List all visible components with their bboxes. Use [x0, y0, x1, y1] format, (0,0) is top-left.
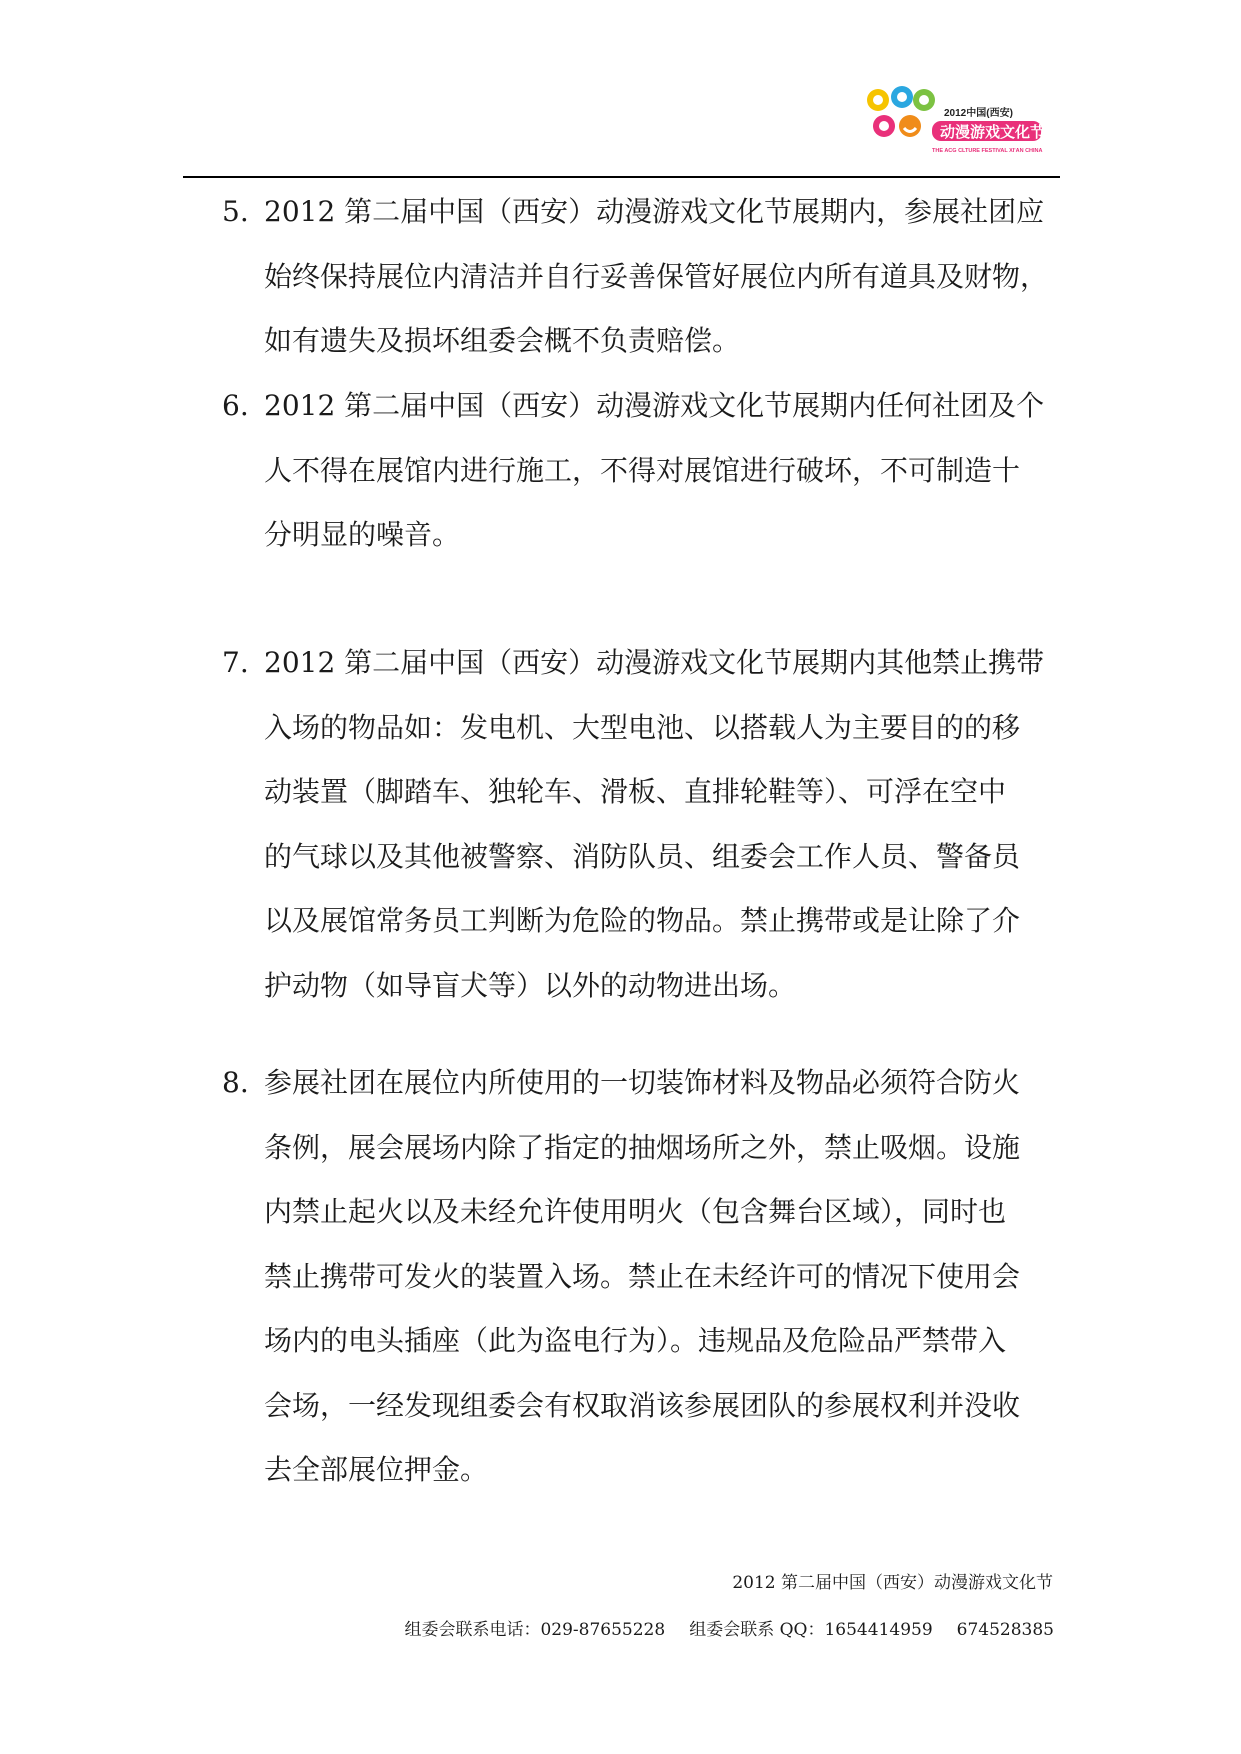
rule-line: 以及展馆常务员工判断为危险的物品。禁止携带或是让除了介 — [264, 904, 1021, 937]
logo-name-text: 动漫游戏文化节 — [940, 123, 1046, 141]
rule-line: 条例，展会展场内除了指定的抽烟场所之外，禁止吸烟。设施 — [264, 1130, 1021, 1164]
festival-logo — [866, 86, 1056, 166]
header-divider — [183, 176, 1060, 178]
rule-line: 6. 2012 第二届中国（西安）动漫游戏文化节展期内任何社团及个 — [222, 374, 1062, 439]
rule-line: 护动物（如导盲犬等）以外的动物进出场。 — [264, 968, 797, 1002]
rule-number: 6. — [222, 389, 249, 422]
rule-line: 8. 参展社团在展位内所使用的一切装饰材料及物品必须符合防火 — [222, 1051, 1062, 1116]
rule-line: 人不得在展馆内进行施工，不得对展馆进行破坏，不可制造十 — [264, 453, 1021, 487]
rule-line: 会场，一经发现组委会有权取消该参展团队的参展权利并没收 — [264, 1388, 1021, 1422]
rule-item-5 — [222, 180, 1062, 374]
footer-title: 2012 第二届中国（西安）动漫游戏文化节 — [732, 1573, 1053, 1593]
qq-number-2: 674528385 — [956, 1620, 1054, 1640]
rule-line: 入场的物品如：发电机、大型电池、以搭载人为主要目的的移 — [264, 710, 1021, 744]
rule-number: 5. — [222, 195, 249, 228]
rule-item-8 — [222, 1051, 1062, 1503]
rule-line: 的气球以及其他被警察、消防队员、组委会工作人员、警备员 — [264, 839, 1021, 873]
rule-line: 如有遗失及损坏组委会概不负责赔偿。 — [264, 324, 741, 357]
rule-number: 7. — [222, 646, 249, 679]
rule-line: 分明显的噪音。 — [264, 518, 461, 551]
rule-line: 禁止携带可发火的装置入场。禁止在未经许可的情况下使用会 — [264, 1259, 1021, 1293]
rule-item-6 — [222, 374, 1062, 568]
rule-line: 7. 2012 第二届中国（西安）动漫游戏文化节展期内其他禁止携带 — [222, 631, 1062, 696]
rule-line: 动装置（脚踏车、独轮车、滑板、直排轮鞋等）、可浮在空中 — [264, 775, 1007, 808]
qq-label: 组委会联系 QQ： — [689, 1620, 825, 1640]
qq-number-1: 1654414959 — [824, 1620, 933, 1640]
phone-label: 组委会联系电话： — [404, 1620, 541, 1640]
rule-line: 5. 2012 第二届中国（西安）动漫游戏文化节展期内，参展社团应 — [222, 180, 1062, 245]
logo-circles — [867, 86, 935, 137]
logo-english-text: THE ACG CLTURE FESTIVAL XI'AN CHINA — [932, 148, 1043, 154]
footer-contact — [398, 1615, 1054, 1640]
rule-line: 去全部展位押金。 — [264, 1453, 489, 1486]
phone-number: 029-87655228 — [540, 1620, 666, 1640]
rule-item-7 — [222, 631, 1062, 1018]
rule-line: 始终保持展位内清洁并自行妥善保管好展位内所有道具及财物， — [264, 259, 1049, 293]
logo-year-text: 2012中国(西安) — [944, 108, 1013, 119]
rule-line: 场内的电头插座（此为盗电行为）。违规品及危险品严禁带入 — [264, 1324, 1007, 1357]
rule-number: 8. — [222, 1066, 249, 1099]
rule-line: 内禁止起火以及未经允许使用明火（包含舞台区域），同时也 — [264, 1195, 1007, 1228]
